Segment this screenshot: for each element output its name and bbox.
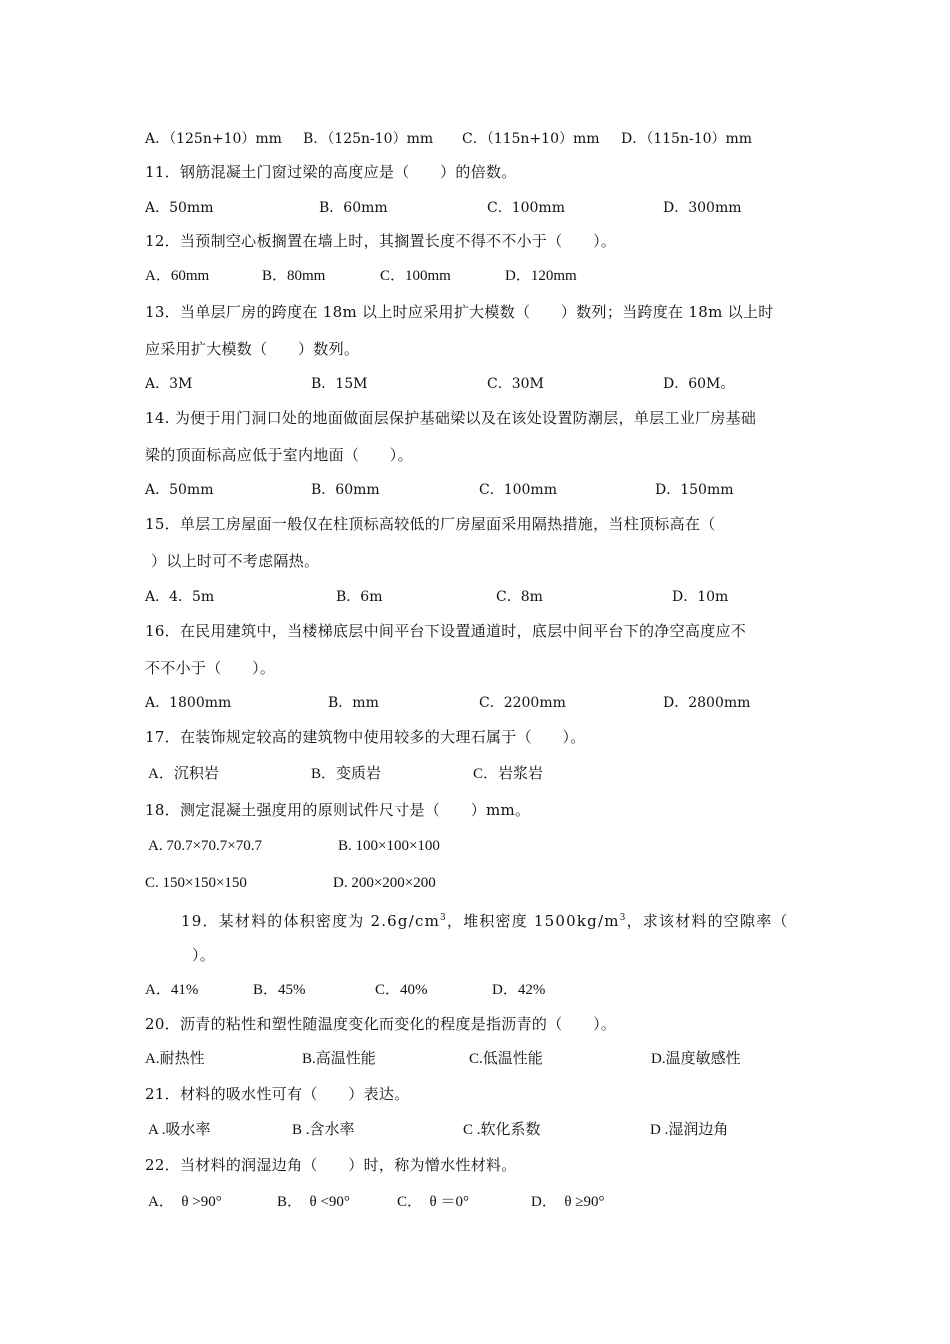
q14-option-a: A．50mm bbox=[145, 482, 214, 498]
q10-option-a: A．（125n+10）mm bbox=[145, 131, 282, 147]
q16-option-b: B．mm bbox=[328, 695, 379, 711]
q12-option-d: D．120mm bbox=[505, 268, 577, 284]
q20-text: 20．沥青的粘性和塑性随温度变化而变化的程度是指沥青的（ ）。 bbox=[145, 1015, 617, 1033]
q17-option-c: C．岩浆岩 bbox=[473, 766, 544, 782]
q19-text-line2: ）。 bbox=[192, 946, 216, 964]
q14-text-line2: 梁的顶面标高应低于室内地面（ ）。 bbox=[145, 446, 413, 464]
q10-option-b: B．（125n-10）mm bbox=[303, 131, 434, 147]
q20-option-d: D.温度敏感性 bbox=[651, 1051, 741, 1067]
q14-option-d: D．150mm bbox=[655, 482, 734, 498]
q11-option-b: B．60mm bbox=[319, 200, 388, 216]
q13-text-line2: 应采用扩大模数（ ）数列。 bbox=[145, 340, 360, 358]
q21-option-c: C .软化系数 bbox=[463, 1122, 541, 1138]
q12-text: 12．当预制空心板搁置在墙上时，其搁置长度不得不不小于（ ）。 bbox=[145, 232, 617, 250]
q12-option-a: A．60mm bbox=[145, 268, 210, 284]
q13-option-c: C．30M bbox=[487, 376, 544, 392]
q14-text-line1: 14. 为便于用门洞口处的地面做面层保护基础梁以及在该处设置防潮层，单层工业厂房基础 bbox=[145, 409, 757, 427]
q13-option-d: D．60M。 bbox=[663, 376, 735, 392]
q17-text: 17．在装饰规定较高的建筑物中使用较多的大理石属于（ ）。 bbox=[145, 728, 586, 746]
q20-option-a: A.耐热性 bbox=[145, 1051, 205, 1067]
q22-option-a: A． θ >90° bbox=[148, 1194, 222, 1210]
q16-option-c: C．2200mm bbox=[479, 695, 566, 711]
q14-option-c: C．100mm bbox=[479, 482, 557, 498]
q21-text: 21．材料的吸水性可有（ ）表达。 bbox=[145, 1085, 410, 1103]
q14-option-b: B．60mm bbox=[311, 482, 380, 498]
q20-option-b: B.高温性能 bbox=[302, 1051, 376, 1067]
q15-option-a: A．4．5m bbox=[145, 589, 215, 605]
q16-option-d: D．2800mm bbox=[663, 695, 751, 711]
q17-option-a: A．沉积岩 bbox=[148, 766, 219, 782]
q16-text-line2: 不不小于（ ）。 bbox=[145, 659, 276, 677]
q15-option-d: D．10m bbox=[672, 589, 729, 605]
q11-text: 11．钢筋混凝土门窗过梁的高度应是（ ）的倍数。 bbox=[145, 163, 517, 181]
q11-option-a: A．50mm bbox=[145, 200, 214, 216]
q13-text-line1: 13．当单层厂房的跨度在 18m 以上时应采用扩大模数（ ）数列；当跨度在 18m 以上时 bbox=[145, 303, 774, 321]
q15-option-c: C．8m bbox=[496, 589, 543, 605]
q18-option-d: D. 200×200×200 bbox=[333, 875, 436, 891]
q11-option-c: C．100mm bbox=[487, 200, 565, 216]
q13-option-a: A．3M bbox=[145, 376, 193, 392]
q19-text-line1: 19．某材料的体积密度为 $2.6g/cm^3$，堆积密度 $1500kg/m^3$，求该材料的空隙率（ bbox=[181, 912, 789, 930]
q21-option-d: D .湿润边角 bbox=[650, 1122, 729, 1138]
q19-option-b: B．45% bbox=[253, 982, 306, 998]
q16-text-line1: 16．在民用建筑中，当楼梯底层中间平台下设置通道时，底层中间平台下的净空高度应不 bbox=[145, 622, 747, 640]
q17-option-b: B．变质岩 bbox=[311, 766, 382, 782]
q18-option-c: C. 150×150×150 bbox=[145, 875, 247, 891]
q22-option-d: D． θ ≥90° bbox=[531, 1194, 605, 1210]
q19-option-d: D．42% bbox=[492, 982, 546, 998]
q12-option-c: C．100mm bbox=[380, 268, 451, 284]
q19-option-c: C．40% bbox=[375, 982, 428, 998]
q10-option-c: C．（115n+10）mm bbox=[462, 131, 600, 147]
q18-text: 18．测定混凝土强度用的原则试件尺寸是（ ）mm。 bbox=[145, 801, 531, 819]
q22-option-b: B． θ <90° bbox=[277, 1194, 350, 1210]
q22-text: 22．当材料的润湿边角（ ）时，称为憎水性材料。 bbox=[145, 1156, 517, 1174]
q18-option-a: A. 70.7×70.7×70.7 bbox=[148, 838, 263, 854]
q15-text-line2: ）以上时可不考虑隔热。 bbox=[151, 552, 320, 570]
q13-option-b: B．15M bbox=[311, 376, 368, 392]
q18-option-b: B. 100×100×100 bbox=[338, 838, 440, 854]
q16-option-a: A．1800mm bbox=[145, 695, 232, 711]
q22-option-c: C． θ ＝0° bbox=[397, 1194, 469, 1210]
q19-option-a: A．41% bbox=[145, 982, 199, 998]
q15-option-b: B．6m bbox=[336, 589, 383, 605]
q21-option-b: B .含水率 bbox=[292, 1122, 355, 1138]
q11-option-d: D．300mm bbox=[663, 200, 742, 216]
q20-option-c: C.低温性能 bbox=[469, 1051, 543, 1067]
q15-text-line1: 15．单层工房屋面一般仅在柱顶标高较低的厂房屋面采用隔热措施，当柱顶标高在（ bbox=[145, 515, 716, 533]
q10-option-d: D．（115n-10）mm bbox=[621, 131, 753, 147]
q12-option-b: B．80mm bbox=[262, 268, 326, 284]
q21-option-a: A .吸水率 bbox=[148, 1122, 211, 1138]
